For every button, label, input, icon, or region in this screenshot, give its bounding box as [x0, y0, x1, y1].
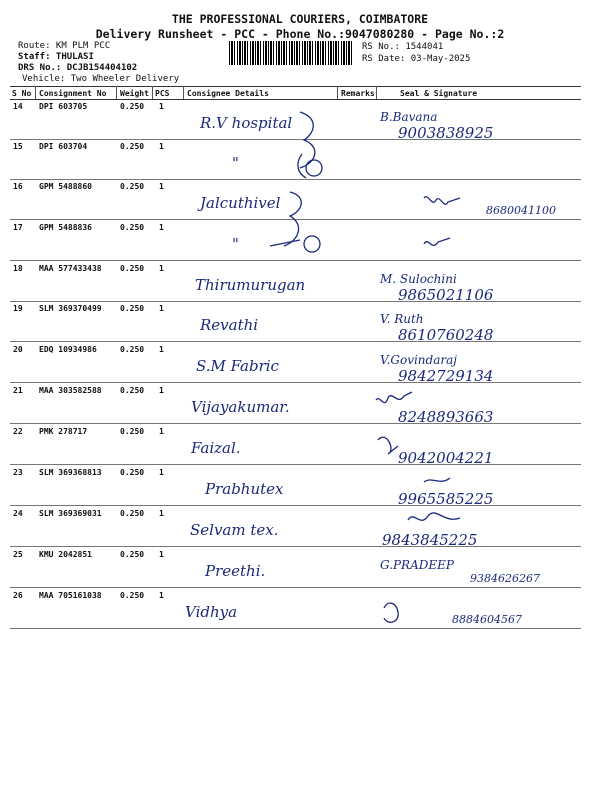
- row-consignment-no: DPI 603705: [39, 102, 88, 111]
- row-consignment-no: KMU 2042851: [39, 550, 92, 559]
- row-consignee: Revathi: [200, 316, 259, 334]
- row-sno: 16: [13, 182, 23, 191]
- row-weight: 0.250: [120, 142, 145, 151]
- row-weight: 0.250: [120, 223, 145, 232]
- row-seal: M. Sulochini: [380, 272, 457, 286]
- row-weight: 0.250: [120, 468, 145, 477]
- row-consignment-no: SLM 369369031: [39, 509, 102, 518]
- row-pcs: 1: [159, 182, 164, 191]
- row-consignment-no: MAA 705161038: [39, 591, 102, 600]
- col-sno: S No: [12, 89, 32, 98]
- row-weight: 0.250: [120, 264, 145, 273]
- row-phone: 9042004221: [398, 449, 494, 467]
- row-consignment-no: GPM 5488860: [39, 182, 92, 191]
- row-consignee: Jalcuthivel: [200, 194, 281, 212]
- row-phone: 9842729134: [398, 367, 494, 385]
- row-consignee: R.V hospital: [200, 114, 293, 132]
- row-weight: 0.250: [120, 386, 145, 395]
- row-consignment-no: SLM 369368813: [39, 468, 102, 477]
- drs-number: DRS No.: DCJB154404102: [18, 63, 138, 73]
- row-phone: 9003838925: [398, 124, 494, 142]
- col-weight: Weight: [120, 89, 149, 98]
- row-consignment-no: MAA 577433438: [39, 264, 102, 273]
- row-consignee: Prabhutex: [205, 480, 284, 498]
- row-sno: 24: [13, 509, 23, 518]
- row-sno: 14: [13, 102, 23, 111]
- staff-label: Staff: THULASI: [18, 52, 94, 62]
- row-seal: V. Ruth: [380, 312, 424, 326]
- row-weight: 0.250: [120, 102, 145, 111]
- row-sno: 22: [13, 427, 23, 436]
- route-label: Route: KM PLM PCC: [18, 41, 111, 51]
- row-consignment-no: EDQ 10934986: [39, 345, 97, 354]
- row-pcs: 1: [159, 386, 164, 395]
- row-weight: 0.250: [120, 509, 145, 518]
- row-seal: V.Govindaraj: [380, 353, 457, 367]
- row-consignee: Preethi.: [205, 562, 266, 580]
- row-sno: 25: [13, 550, 23, 559]
- row-weight: 0.250: [120, 304, 145, 313]
- row-consignment-no: MAA 303582588: [39, 386, 102, 395]
- row-consignee: Vidhya: [185, 603, 238, 621]
- row-seal: B.Bavana: [380, 110, 438, 124]
- row-consignee: Faizal.: [191, 439, 241, 457]
- row-phone: 8248893663: [398, 408, 494, 426]
- company-title: THE PROFESSIONAL COURIERS, COIMBATORE: [171, 12, 429, 26]
- row-weight: 0.250: [120, 427, 145, 436]
- col-seal: Seal & Signature: [400, 89, 478, 98]
- row-weight: 0.250: [120, 591, 145, 600]
- row-weight: 0.250: [120, 550, 145, 559]
- row-pcs: 1: [159, 102, 164, 111]
- row-pcs: 1: [159, 468, 164, 477]
- col-remarks: Remarks: [341, 89, 375, 98]
- row-weight: 0.250: [120, 345, 145, 354]
- row-consignee: Thirumurugan: [195, 276, 306, 294]
- row-consignee: ": [232, 154, 239, 172]
- col-consignment: Consignment No: [39, 89, 107, 98]
- row-phone: 8884604567: [452, 613, 522, 626]
- row-phone: 9843845225: [382, 531, 478, 549]
- col-consignee: Consignee Details: [187, 89, 269, 98]
- row-consignee: Selvam tex.: [190, 521, 279, 539]
- row-pcs: 1: [159, 223, 164, 232]
- row-weight: 0.250: [120, 182, 145, 191]
- row-phone: 8680041100: [486, 204, 556, 217]
- row-consignment-no: SLM 369370499: [39, 304, 102, 313]
- row-pcs: 1: [159, 591, 164, 600]
- row-sno: 21: [13, 386, 23, 395]
- rs-date: RS Date: 03-May-2025: [362, 54, 471, 64]
- row-sno: 19: [13, 304, 23, 313]
- row-phone: 9865021106: [398, 286, 494, 304]
- row-pcs: 1: [159, 427, 164, 436]
- rs-number: RS No.: 1544041: [362, 42, 444, 52]
- row-consignee: ": [232, 235, 239, 253]
- row-phone: 9965585225: [398, 490, 494, 508]
- vehicle-label: Vehicle: Two Wheeler Delivery: [22, 74, 180, 84]
- row-pcs: 1: [159, 550, 164, 559]
- row-consignee: Vijayakumar.: [191, 398, 290, 416]
- row-consignment-no: DPI 603704: [39, 142, 88, 151]
- row-pcs: 1: [159, 509, 164, 518]
- row-sno: 17: [13, 223, 23, 232]
- row-sno: 26: [13, 591, 23, 600]
- row-consignment-no: PMK 278717: [39, 427, 88, 436]
- row-pcs: 1: [159, 142, 164, 151]
- row-sno: 15: [13, 142, 23, 151]
- col-pcs: PCS: [155, 89, 170, 98]
- row-seal: G.PRADEEP: [380, 558, 454, 572]
- row-sno: 23: [13, 468, 23, 477]
- row-pcs: 1: [159, 304, 164, 313]
- row-phone: 8610760248: [398, 326, 494, 344]
- row-phone: 9384626267: [470, 572, 540, 585]
- row-sno: 20: [13, 345, 23, 354]
- runsheet-subtitle: Delivery Runsheet - PCC - Phone No.:9047080280 - Page No.:2: [95, 27, 505, 41]
- row-pcs: 1: [159, 345, 164, 354]
- row-consignee: S.M Fabric: [196, 357, 279, 375]
- row-sno: 18: [13, 264, 23, 273]
- row-pcs: 1: [159, 264, 164, 273]
- row-consignment-no: GPM 5488836: [39, 223, 92, 232]
